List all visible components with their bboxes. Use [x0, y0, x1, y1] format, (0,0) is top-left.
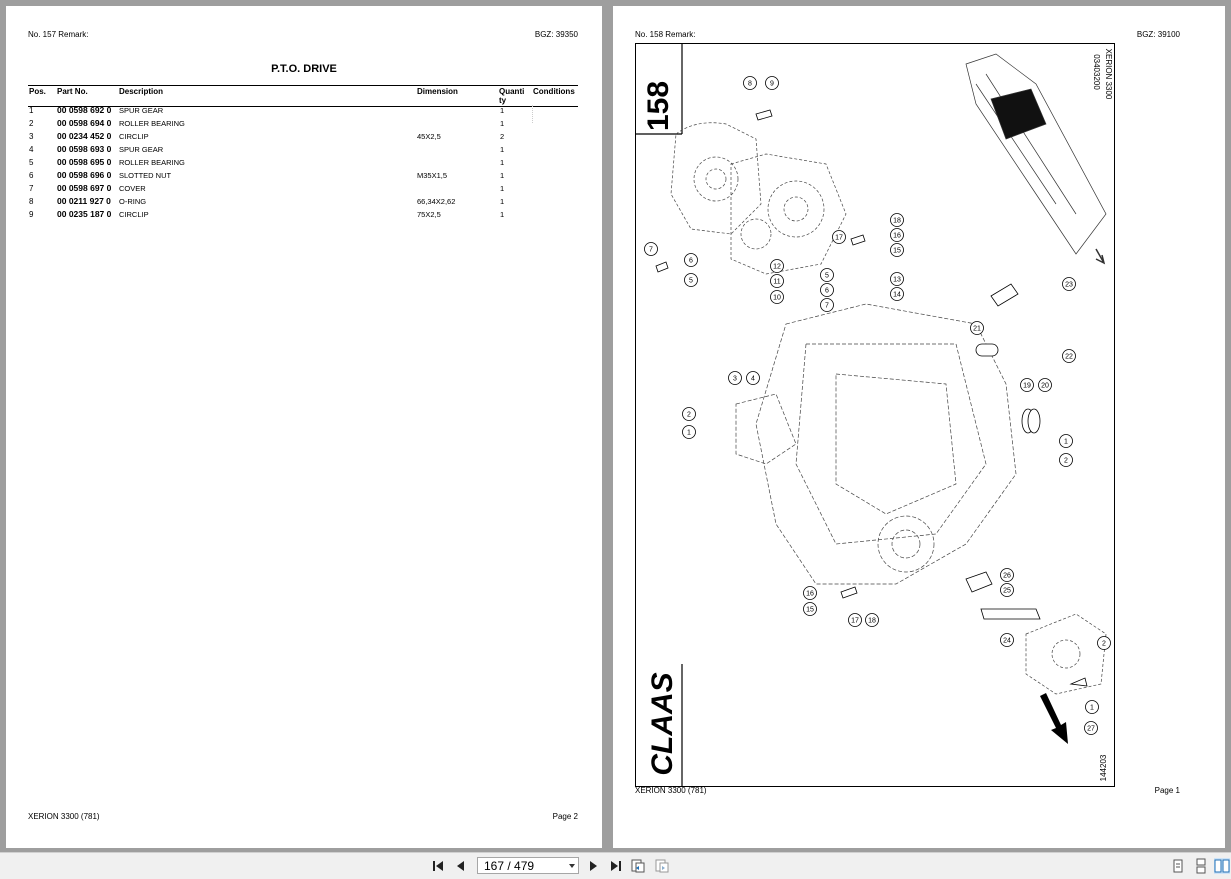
pos-cell: 3 — [29, 132, 34, 141]
part-number-cell: 00 0598 693 0 — [57, 144, 112, 154]
callout-bubble — [1063, 278, 1076, 291]
svg-text:2: 2 — [1064, 457, 1068, 465]
svg-text:12: 12 — [773, 263, 781, 271]
description-cell: ROLLER BEARING — [119, 158, 185, 167]
part-number-cell: 00 0598 697 0 — [57, 183, 112, 193]
part-number-cell: 00 0211 927 0 — [57, 196, 111, 206]
quantity-cell: 1 — [500, 171, 505, 180]
callout-bubble — [891, 273, 904, 286]
svg-text:19: 19 — [1023, 382, 1031, 390]
description-cell: O-RING — [119, 197, 147, 206]
description-cell: CIRCLIP — [119, 132, 149, 141]
parts-table-title: P.T.O. DRIVE — [271, 63, 337, 75]
callout-bubble — [891, 229, 904, 242]
svg-text:17: 17 — [851, 617, 859, 625]
go-back-view-icon[interactable] — [630, 858, 646, 874]
svg-text:7: 7 — [825, 302, 829, 310]
callout-bubble — [804, 587, 817, 600]
description-cell: CIRCLIP — [119, 210, 149, 219]
svg-text:1: 1 — [1090, 704, 1094, 712]
part-number-cell: 00 0598 692 0 — [57, 105, 112, 115]
go-forward-view-icon[interactable] — [654, 858, 670, 874]
chevron-down-icon[interactable] — [569, 864, 575, 868]
svg-text:1: 1 — [687, 429, 691, 437]
callout-bubble — [821, 284, 834, 297]
table-row — [28, 143, 578, 156]
callout-bubble — [1039, 379, 1052, 392]
svg-text:2: 2 — [1102, 640, 1106, 648]
svg-text:8: 8 — [748, 80, 752, 88]
table-row — [28, 182, 578, 195]
svg-text:24: 24 — [1003, 637, 1011, 645]
col-conditions: Conditions — [533, 87, 575, 96]
pos-cell: 1 — [29, 106, 34, 115]
callout-bubble — [821, 299, 834, 312]
svg-text:22: 22 — [1065, 353, 1073, 361]
dimension-cell: M35X1,5 — [417, 171, 448, 180]
dimension-cell: 66,34X2,62 — [417, 197, 456, 206]
callout-bubble — [685, 274, 698, 287]
svg-text:5: 5 — [689, 277, 693, 285]
page-footer-model: XERION 3300 (781) — [28, 812, 100, 821]
last-page-icon[interactable] — [607, 858, 623, 874]
svg-text:1: 1 — [1064, 438, 1068, 446]
callout-bubble — [891, 288, 904, 301]
quantity-cell: 1 — [500, 184, 505, 193]
quantity-cell: 1 — [500, 197, 505, 206]
callout-bubble — [645, 243, 658, 256]
callout-bubble — [685, 254, 698, 267]
callout-bubble — [1021, 379, 1034, 392]
pos-cell: 2 — [29, 119, 34, 128]
description-cell: ROLLER BEARING — [119, 119, 185, 128]
callout-bubble — [771, 260, 784, 273]
part-number-cell: 00 0598 696 0 — [57, 170, 112, 180]
svg-text:15: 15 — [893, 247, 901, 255]
page-header-bgz: BGZ: 39100 — [1136, 30, 1180, 39]
pos-cell: 8 — [29, 197, 34, 206]
single-page-view-icon[interactable] — [1170, 858, 1186, 874]
svg-text:13: 13 — [893, 276, 901, 284]
table-row — [28, 195, 578, 208]
pos-cell: 6 — [29, 171, 34, 180]
pos-cell: 9 — [29, 210, 34, 219]
callout-bubble — [833, 231, 846, 244]
first-page-icon[interactable] — [431, 858, 447, 874]
svg-text:7: 7 — [649, 246, 653, 254]
callout-bubble — [766, 77, 779, 90]
callout-bubble — [729, 372, 742, 385]
svg-text:27: 27 — [1087, 725, 1095, 733]
svg-text:20: 20 — [1041, 382, 1049, 390]
svg-text:17: 17 — [835, 234, 843, 242]
pos-cell: 4 — [29, 145, 34, 154]
callout-bubble — [683, 408, 696, 421]
diagram-number: 158 — [642, 80, 675, 132]
description-cell: SPUR GEAR — [119, 106, 164, 115]
callout-bubble — [821, 269, 834, 282]
callout-bubble — [1085, 722, 1098, 735]
description-cell: SLOTTED NUT — [119, 171, 172, 180]
page-header-bgz: BGZ: 39350 — [534, 30, 578, 39]
pdf-page-left — [6, 6, 602, 848]
quantity-cell: 2 — [500, 132, 505, 141]
page-footer-page: Page 2 — [552, 812, 578, 821]
diagram-model: XERION 3300 — [1104, 48, 1113, 100]
previous-page-icon[interactable] — [453, 858, 469, 874]
callout-bubble — [1060, 435, 1073, 448]
callout-bubble — [849, 614, 862, 627]
page-footer-model: XERION 3300 (781) — [635, 786, 707, 795]
callout-bubble — [891, 244, 904, 257]
part-number-cell: 00 0235 187 0 — [57, 209, 112, 219]
callout-bubble — [1086, 701, 1099, 714]
callout-bubble — [771, 291, 784, 304]
quantity-cell: 1 — [500, 119, 505, 128]
page-header-number: No. 157 Remark: — [28, 30, 89, 39]
description-cell: COVER — [119, 184, 146, 193]
diagram-code: 03403200 — [1092, 54, 1101, 90]
svg-text:23: 23 — [1065, 281, 1073, 289]
svg-text:5: 5 — [825, 272, 829, 280]
table-row — [28, 208, 578, 221]
callout-bubble — [1060, 454, 1073, 467]
svg-text:9: 9 — [770, 80, 774, 88]
callout-bubble — [744, 77, 757, 90]
viewer-toolbar — [0, 852, 1231, 879]
svg-text:6: 6 — [689, 257, 693, 265]
svg-text:15: 15 — [806, 606, 814, 614]
callout-bubble — [1001, 584, 1014, 597]
part-number-cell: 00 0234 452 0 — [57, 131, 112, 141]
callout-bubble — [1098, 637, 1111, 650]
callout-bubble — [771, 275, 784, 288]
svg-text:18: 18 — [868, 617, 876, 625]
callout-bubble — [1001, 569, 1014, 582]
svg-text:2: 2 — [687, 411, 691, 419]
table-row — [28, 130, 578, 143]
pdf-page-right — [613, 6, 1225, 848]
callout-bubble — [683, 426, 696, 439]
svg-text:21: 21 — [973, 325, 981, 333]
col-part-no: Part No. — [57, 87, 88, 96]
svg-text:4: 4 — [751, 375, 755, 383]
svg-text:10: 10 — [773, 294, 781, 302]
table-row — [28, 117, 578, 130]
exploded-diagram — [635, 43, 1115, 787]
callout-bubble — [1001, 634, 1014, 647]
quantity-cell: 1 — [500, 210, 505, 219]
callout-bubble — [747, 372, 760, 385]
two-page-view-icon[interactable] — [1214, 858, 1230, 874]
next-page-icon[interactable] — [585, 858, 601, 874]
table-row — [28, 104, 578, 117]
col-description: Description — [119, 87, 164, 96]
page-header-number: No. 158 Remark: — [635, 30, 696, 39]
drawing-number: 144203 — [1099, 754, 1108, 782]
quantity-cell: 1 — [500, 158, 505, 167]
svg-text:26: 26 — [1003, 572, 1011, 580]
page-footer-page: Page 1 — [1154, 786, 1180, 795]
dimension-cell: 45X2,5 — [417, 132, 441, 141]
svg-text:14: 14 — [893, 291, 901, 299]
description-cell: SPUR GEAR — [119, 145, 164, 154]
callout-bubble — [971, 322, 984, 335]
svg-text:6: 6 — [825, 287, 829, 295]
quantity-cell: 1 — [500, 106, 505, 115]
part-number-cell: 00 0598 695 0 — [57, 157, 112, 167]
svg-text:25: 25 — [1003, 587, 1011, 595]
col-pos: Pos. — [29, 87, 46, 96]
dimension-cell: 75X2,5 — [417, 210, 441, 219]
table-row — [28, 156, 578, 169]
svg-text:3: 3 — [733, 375, 737, 383]
callout-bubble — [866, 614, 879, 627]
claas-logo: CLAAS — [646, 672, 679, 776]
callout-bubble — [804, 603, 817, 616]
page-indicator: 167 / 479 — [484, 859, 535, 873]
pos-cell: 5 — [29, 158, 34, 167]
svg-text:18: 18 — [893, 217, 901, 225]
table-row — [28, 169, 578, 182]
quantity-cell: 1 — [500, 145, 505, 154]
callout-bubble — [891, 214, 904, 227]
col-quantity: Quanti ty — [499, 87, 525, 105]
col-dimension: Dimension — [417, 87, 458, 96]
part-number-cell: 00 0598 694 0 — [57, 118, 112, 128]
continuous-view-icon[interactable] — [1193, 858, 1209, 874]
callout-bubble — [1063, 350, 1076, 363]
svg-text:16: 16 — [893, 232, 901, 240]
svg-text:16: 16 — [806, 590, 814, 598]
page-number-input[interactable] — [477, 857, 579, 874]
svg-text:11: 11 — [773, 278, 781, 286]
pos-cell: 7 — [29, 184, 34, 193]
